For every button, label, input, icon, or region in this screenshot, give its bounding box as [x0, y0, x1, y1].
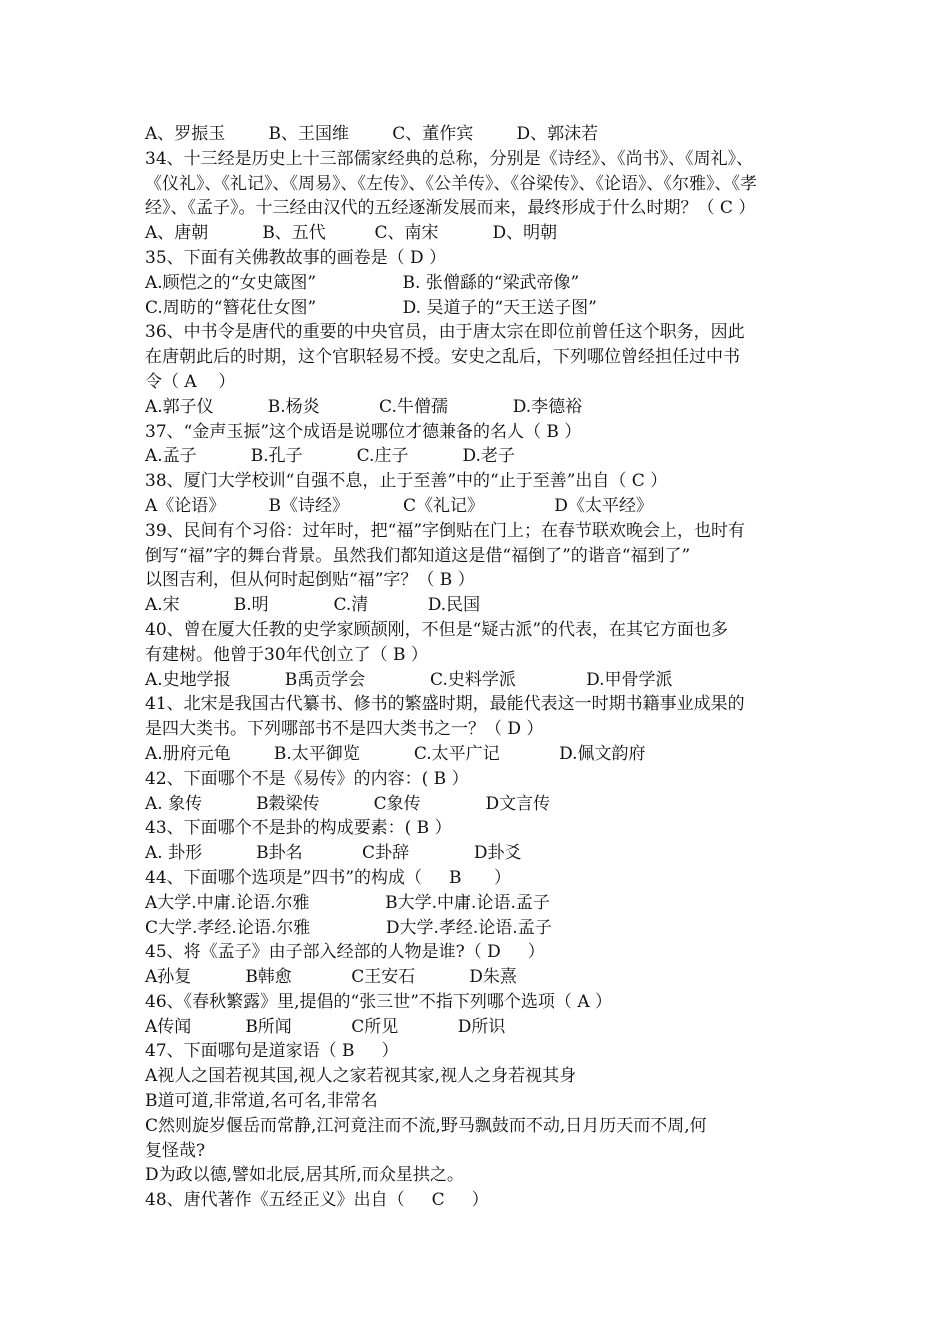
- text-line: C然则旋岁偃岳而常静,江河竟注而不流,野马飘鼓而不动,日月历天而不周,何: [145, 1115, 707, 1136]
- text-line: 是四大类书。下列哪部书不是四大类书之一？（ D ）: [145, 719, 544, 740]
- text-line: 46、《春秋繁露》里,提倡的“张三世”不指下列哪个选项（ A ）: [145, 991, 613, 1012]
- text-line: A.郭子仪 B.杨炎 C.牛僧孺 D.李德裕: [145, 396, 583, 417]
- text-line: A大学.中庸.论语.尔雅 B大学.中庸.论语.孟子: [145, 892, 550, 913]
- text-line: 倒写“福”字的舞台背景。虽然我们都知道这是借“福倒了”的谐音“福到了”: [145, 545, 691, 566]
- text-line: 以图吉利，但从何时起倒贴“福”字？（ B ）: [145, 570, 475, 591]
- text-line: A孙复 B韩愈 C王安石 D朱熹: [145, 967, 517, 988]
- text-line: 44、下面哪个选项是”四书”的构成（ B ）: [145, 867, 511, 888]
- text-line: 42、下面哪个不是《易传》的内容：( B ）: [145, 768, 469, 789]
- text-line: A《论语》 B《诗经》 C《礼记》 D《太平经》: [145, 495, 653, 516]
- document-page: [145, 122, 820, 1213]
- text-line: A.宋 B.明 C.清 D.民国: [145, 595, 481, 616]
- text-line: C大学.孝经.论语.尔雅 D大学.孝经.论语.孟子: [145, 917, 552, 938]
- text-line: A视人之国若视其国,视人之家若视其家,视人之身若视其身: [145, 1066, 577, 1087]
- text-line: 40、曾在厦大任教的史学家顾颉刚，不但是“疑古派”的代表，在其它方面也多: [145, 619, 729, 640]
- text-line: 38、厦门大学校训“自强不息，止于至善”中的“止于至善”出自（ C ）: [145, 471, 668, 492]
- text-line: D为政以德,譬如北辰,居其所,而众星拱之。: [145, 1165, 464, 1186]
- text-line: 35、下面有关佛教故事的画卷是（ D ）: [145, 247, 447, 268]
- text-line: B道可道,非常道,名可名,非常名: [145, 1091, 378, 1112]
- text-line: 令（ A ）: [145, 371, 236, 392]
- text-line: A.册府元龟 B.太平御览 C.太平广记 D.佩文韵府: [145, 743, 646, 764]
- text-line: A、唐朝 B、五代 C、南宋 D、明朝: [145, 223, 558, 244]
- text-line: 45、将《孟子》由子部入经部的人物是谁?（ D ）: [145, 942, 545, 963]
- text-line: C.周昉的“簪花仕女图” D. 吴道子的“天王送子图”: [145, 297, 597, 318]
- text-line: 《仪礼》、《礼记》、《周易》、《左传》、《公羊传》、《谷梁传》、《论语》、《尔雅》、《孝: [145, 173, 757, 194]
- text-line: 经》、《孟子》。十三经由汉代的五经逐渐发展而来，最终形成于什么时期？（ C ）: [145, 198, 756, 219]
- text-line: 37、“金声玉振”这个成语是说哪位才德兼备的名人（ B ）: [145, 421, 582, 442]
- text-line: 复怪哉?: [145, 1140, 206, 1161]
- text-line: A、罗振玉 B、王国维 C、董作宾 D、郭沫若: [145, 124, 599, 144]
- text-line: 47、下面哪句是道家语（ B ）: [145, 1041, 399, 1062]
- text-line: 34、十三经是历史上十三部儒家经典的总称，分别是《诗经》、《尚书》、《周礼》、: [145, 148, 754, 169]
- text-line: A传闻 B所闻 C所见 D所识: [145, 1016, 506, 1037]
- text-line: 41、北宋是我国古代纂书、修书的繁盛时期，最能代表这一时期书籍事业成果的: [145, 694, 745, 715]
- text-line: 有建树。他曾于30年代创立了（ B ）: [145, 644, 428, 665]
- text-line: 43、下面哪个不是卦的构成要素：( B ）: [145, 818, 452, 839]
- text-line: A. 象传 B穀梁传 C象传 D文言传: [145, 793, 551, 814]
- text-line: A.顾恺之的“女史箴图” B. 张僧繇的“梁武帝像”: [145, 272, 580, 293]
- text-line: 39、民间有个习俗：过年时，把“福”字倒贴在门上；在春节联欢晚会上，也时有: [145, 520, 746, 541]
- text-line: A.史地学报 B禹贡学会 C.史料学派 D.甲骨学派: [145, 669, 673, 690]
- text-line: 48、唐代著作《五经正义》出自（ C ）: [145, 1190, 489, 1211]
- text-line: 36、中书令是唐代的重要的中央官员，由于唐太宗在即位前曾任这个职务，因此: [145, 322, 745, 343]
- text-line: A.孟子 B.孔子 C.庄子 D.老子: [145, 446, 515, 467]
- text-line: A. 卦形 B卦名 C卦辞 D卦爻: [145, 843, 522, 864]
- text-line: 在唐朝此后的时期，这个官职轻易不授。安史之乱后，下列哪位曾经担任过中书: [145, 347, 740, 368]
